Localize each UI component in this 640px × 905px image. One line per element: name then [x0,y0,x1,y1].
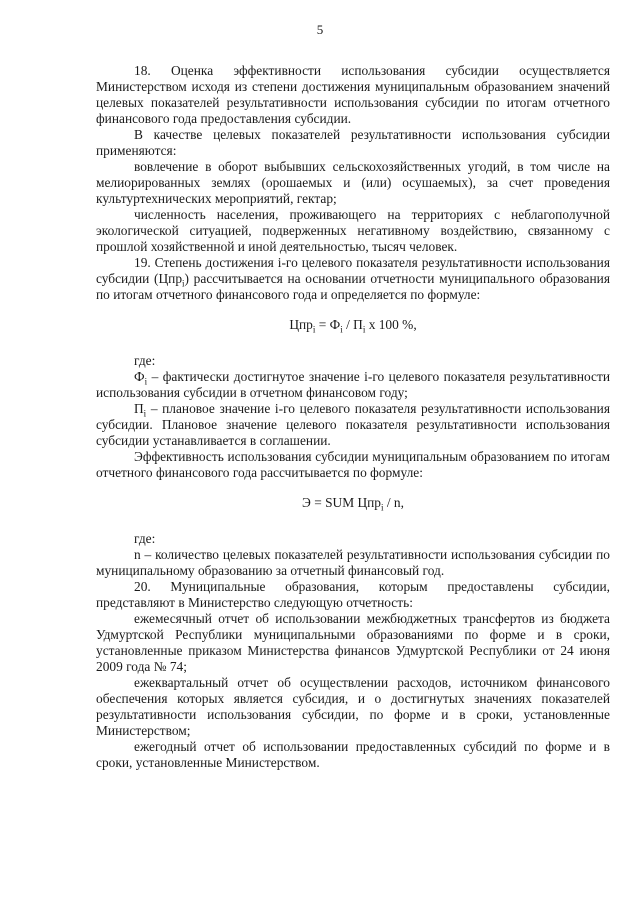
definition-pi: $П_i$ – плановое значение i-го целевого показателя результативности использования субсидии. Плановое значение целевого показателя результативности использования субсидии устанавливается в соглашении. [96,401,610,448]
definition-phi: $Ф_i$ – фактически достигнутое значение i-го целевого показателя результативности использования субсидии в отчетном финансовом году; [96,369,610,400]
where-label: где: [134,353,156,368]
paragraph-18: 18. Оценка эффективности использования субсидии осуществляется Министерством исходя из степени достижения муниципальным образованием значений целевых показателей результативности использования субсидии по итогам отчетного финансового года предоставления субсидии. [96,63,610,126]
indicator-item: численность населения, проживающего на территориях с неблагополучной экологической ситуацией, подверженных негативному воздействию, связанному с прошлой хозяйственной и иной деятельностью, тысяч человек. [96,207,610,254]
where-label: где: [134,531,156,546]
report-item: ежеквартальный отчет об осуществлении расходов, источником финансового обеспечения которых является субсидия, и о достигнутых значениях показателей результативности использования субсидии, по форме и в сроки, установленные Министерством; [96,675,610,738]
page-number: 5 [316,22,324,37]
indicator-item: вовлечение в оборот выбывших сельскохозяйственных угодий, в том числе на мелиорированных землях (орошаемых и (или) осушаемых), за счет проведения культуртехнических мероприятий, гектар; [96,159,610,206]
paragraph-20: 20. Муниципальные образования, которым предоставлены субсидии, представляют в Министерство следующую отчетность: [96,579,610,610]
formula-achievement-degree: $Цпр_i = Ф_i / П_i$ x 100 %, [289,317,417,335]
report-item: ежегодный отчет об использовании предоставленных субсидий по форме и в сроки, установленные Министерством. [96,739,610,770]
report-item: ежемесячный отчет об использовании межбюджетных трансфертов из бюджета Удмуртской Республики муниципальными образованиями по форме и в сроки, установленные приказом Министерства финансов Удмуртской Республики от 24 июня 2009 года № 74; [96,611,610,674]
indicators-intro: В качестве целевых показателей результативности использования субсидии применяются: [96,127,610,158]
formula-efficiency: Э = SUM Цпр$_i$ / n, [302,495,404,513]
efficiency-paragraph: Эффективность использования субсидии муниципальным образованием по итогам отчетного финансового года рассчитывается по формуле: [96,449,610,480]
document-body [96,63,610,771]
definition-n: n – количество целевых показателей результативности использования субсидии по муниципальному образованию за отчетный финансовый год. [96,547,610,578]
paragraph-19: 19. Степень достижения i-го целевого показателя результативности использования субсидии (Цпр$_i$) рассчитывается на основании отчетности муниципального образования по итогам отчетного финансового года и определяется по формуле: [96,255,610,302]
